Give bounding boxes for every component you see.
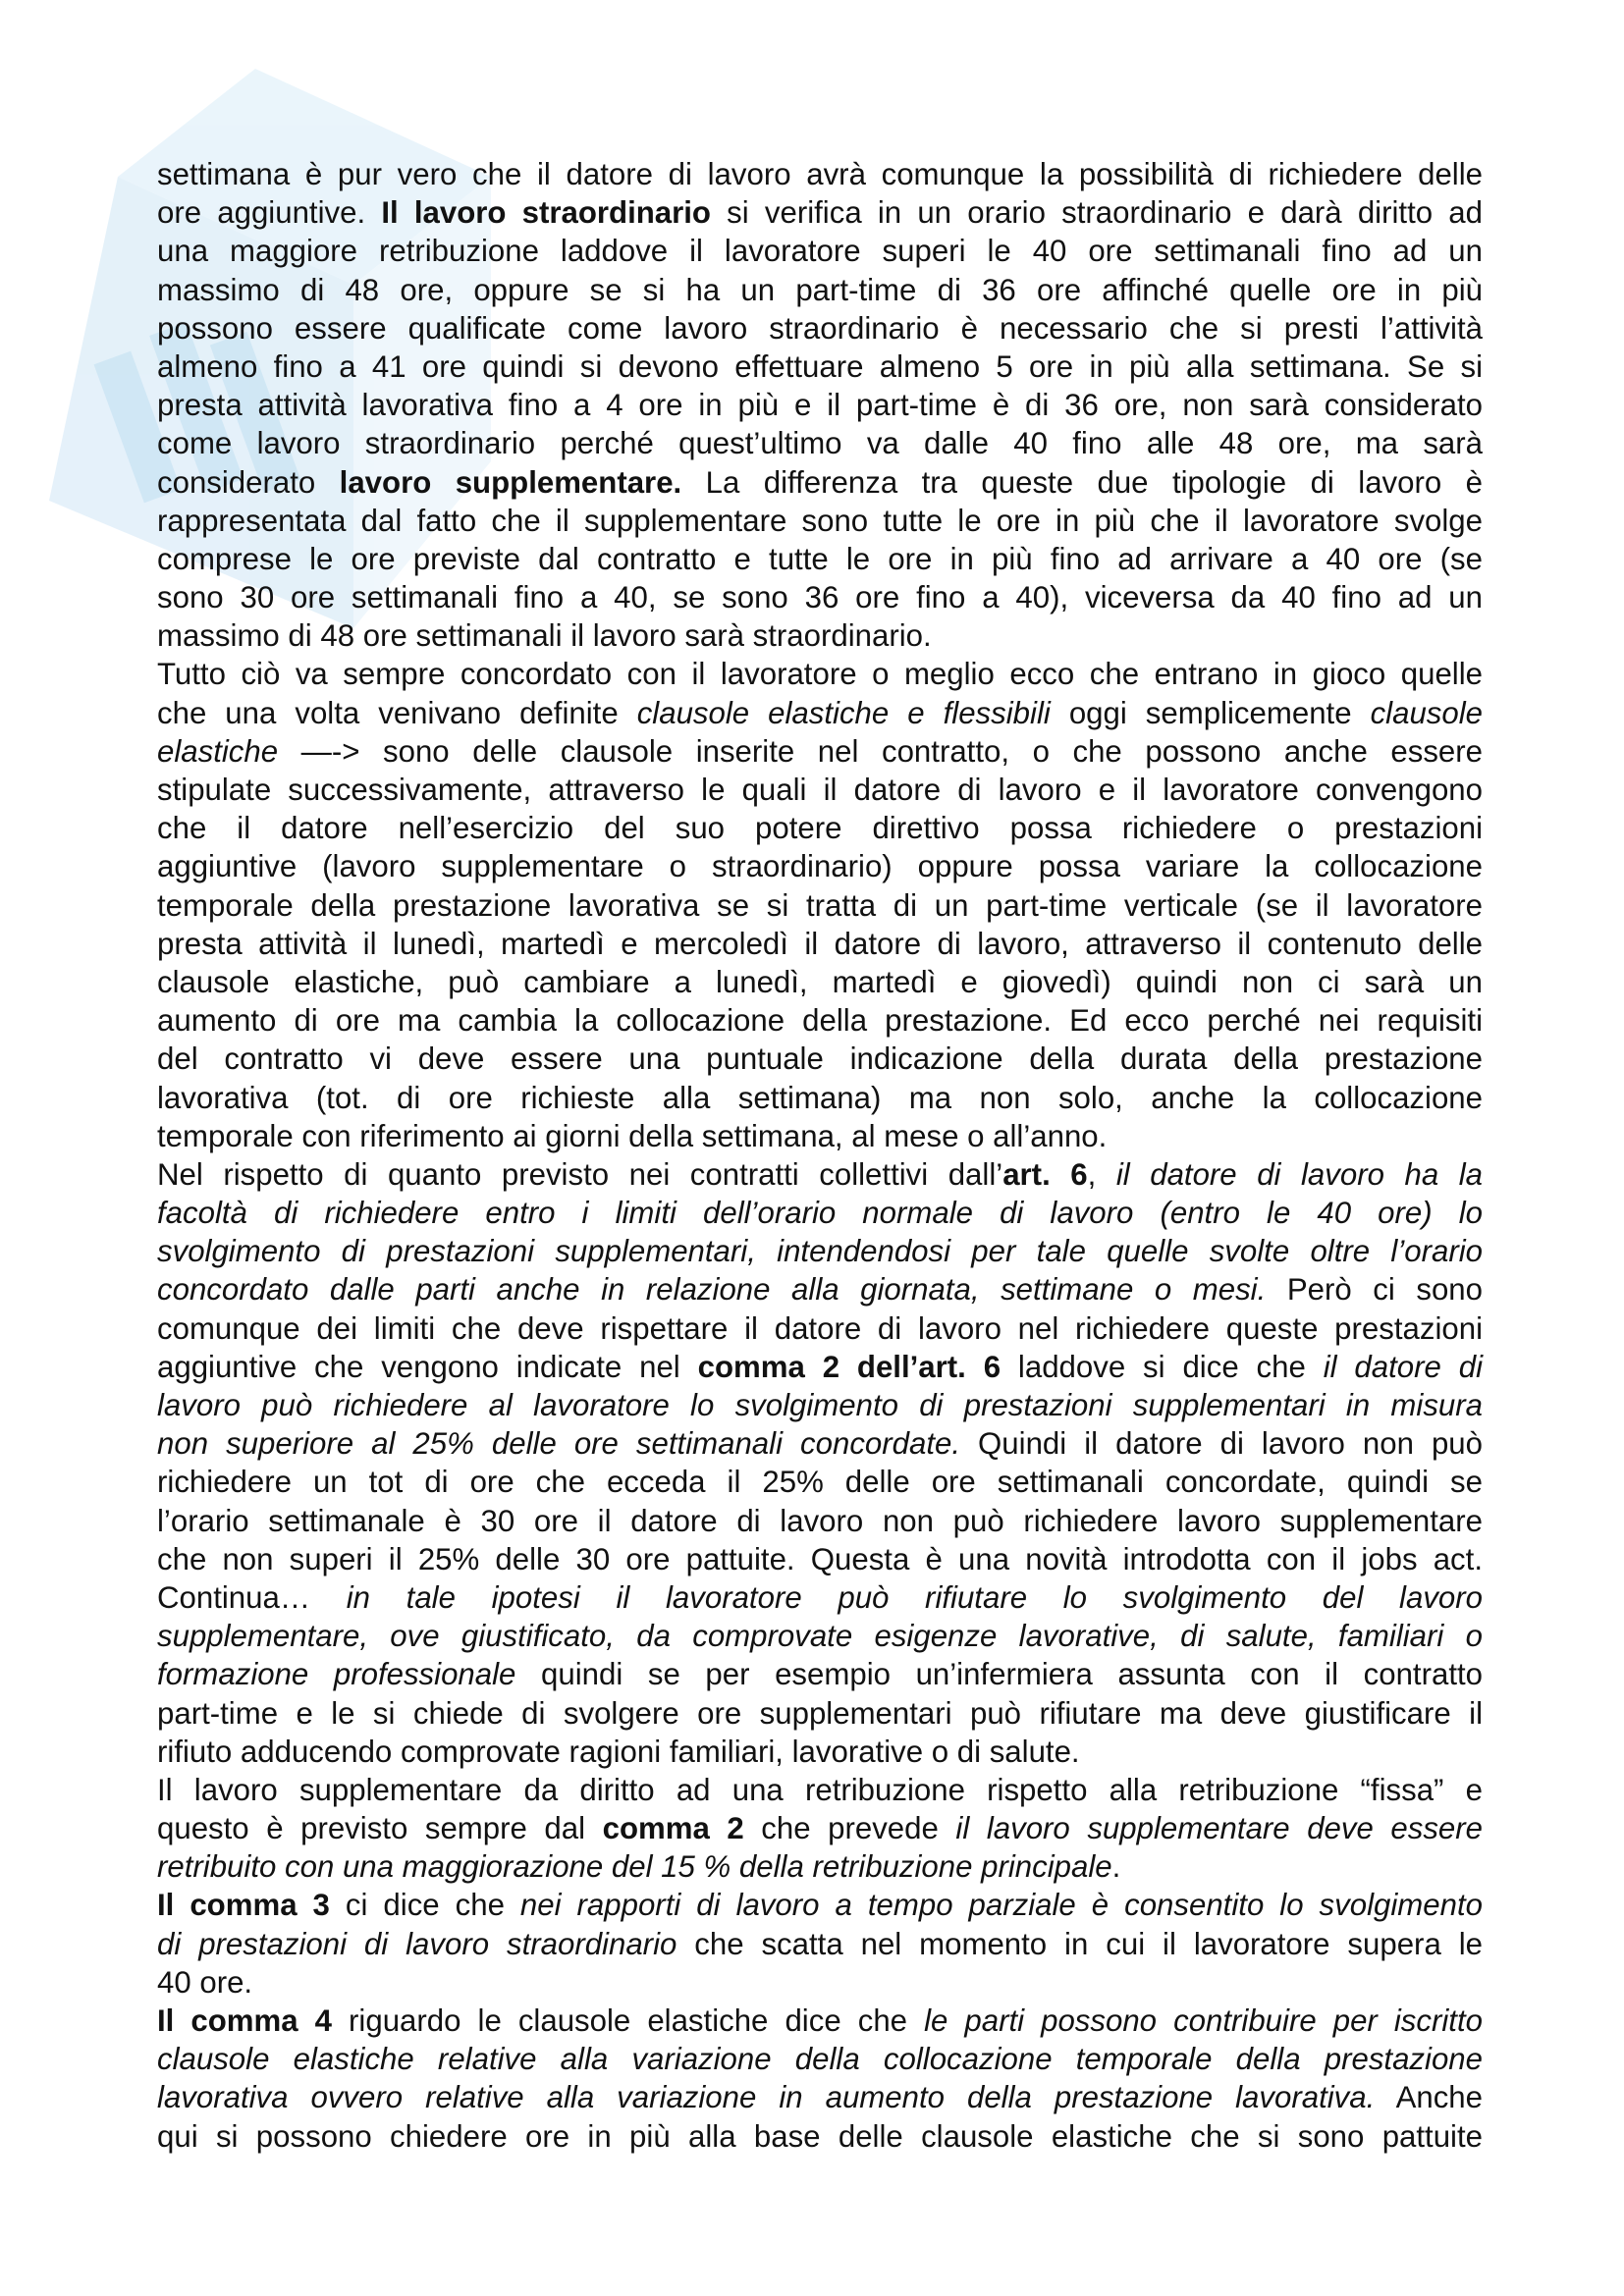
text-line-46: Il comma 3 ci dice che nei rapporti di lavoro a tempo parziale è consentito lo svolgimento: [157, 1888, 1483, 1923]
text-line-2: ore aggiuntive. Il lavoro straordinario si verifica in un orario straordinario e darà diritto ad: [157, 195, 1483, 231]
text-line-16: elastiche —-> sono delle clausole inserite nel contratto, o che possono anche essere: [157, 733, 1483, 769]
text-line-15: che una volta venivano definite clausole elastiche e flessibili oggi semplicemente clausole: [157, 695, 1484, 730]
text-line-36: l’orario settimanale è 30 ore il datore di lavoro non può richiedere lavoro supplementare: [157, 1503, 1483, 1538]
text-line-25: lavorativa (tot. di ore richieste alla settimana) ma non solo, anche la collocazione: [157, 1080, 1483, 1115]
text-line-1: settimana è pur vero che il datore di lavoro avrà comunque la possibilità di richiedere delle: [157, 157, 1483, 191]
document-body: [157, 155, 1483, 2156]
text-line-17: stipulate successivamente, attraverso le quali il datore di lavoro e il lavoratore convengono: [157, 773, 1483, 807]
text-line-3: una maggiore retribuzione laddove il lavoratore superi le 40 ore settimanali fino ad un: [157, 234, 1483, 269]
text-line-9: considerato lavoro supplementare. La differenza tra queste due tipologie di lavoro è: [157, 464, 1483, 500]
text-line-50: clausole elastiche relative alla variazione della collocazione temporale della prestazione: [157, 2042, 1483, 2077]
text-line-11: comprese le ore previste dal contratto e tutte le ore in più fino ad arrivare a 40 ore (se: [157, 541, 1483, 576]
text-line-18: che il datore nell’esercizio del suo potere direttivo possa richiedere o prestazioni: [157, 811, 1483, 846]
text-line-7: presta attività lavorativa fino a 4 ore in più e il part-time è di 36 ore, non sarà considerato: [157, 388, 1483, 423]
text-line-45: retribuito con una maggiorazione del 15 % della retribuzione principale.: [157, 1849, 1121, 1885]
text-line-47: di prestazioni di lavoro straordinario che scatta nel momento in cui il lavoratore supera le: [157, 1926, 1483, 1961]
text-line-8: come lavoro straordinario perché quest’ultimo va dalle 40 fino alle 48 ore, ma sarà: [157, 426, 1483, 461]
text-line-44: questo è previsto sempre dal comma 2 che prevede il lavoro supplementare deve essere: [157, 1811, 1484, 1846]
text-line-19: aggiuntive (lavoro supplementare o straordinario) oppure possa variare la collocazione: [157, 849, 1483, 884]
text-line-43: Il lavoro supplementare da diritto ad una retribuzione rispetto alla retribuzione “fissa” e: [157, 1772, 1483, 1807]
text-line-49: Il comma 4 riguardo le clausole elastiche dice che le parti possono contribuire per iscritto: [157, 2003, 1483, 2038]
text-line-39: supplementare, ove giustificato, da comprovate esigenze lavorative, di salute, familiari o: [157, 1619, 1483, 1654]
text-line-28: facoltà di richiedere entro i limiti dell’orario normale di lavoro (entro le 40 ore) lo: [157, 1196, 1483, 1231]
text-line-40: formazione professionale quindi se per esempio un’infermiera assunta con il contratto: [157, 1657, 1483, 1692]
text-line-35: richiedere un tot di ore che ecceda il 25% delle ore settimanali concordate, quindi se: [157, 1465, 1483, 1500]
text-line-27: Nel rispetto di quanto previsto nei contratti collettivi dall’art. 6, il datore di lavoro ha la: [157, 1156, 1483, 1192]
text-line-42: rifiuto adducendo comprovate ragioni familiari, lavorative o di salute.: [157, 1734, 1080, 1769]
text-line-14: Tutto ciò va sempre concordato con il lavoratore o meglio ecco che entrano in gioco quelle: [157, 657, 1483, 692]
text-line-21: presta attività il lunedì, martedì e mercoledì il datore di lavoro, attraverso il contenuto delle: [157, 926, 1483, 961]
text-line-30: concordato dalle parti anche in relazione alla giornata, settimane o mesi. Però ci sono: [157, 1272, 1483, 1308]
text-line-37: che non superi il 25% delle 30 ore pattuite. Questa è una novità introdotta con il jobs act.: [157, 1541, 1483, 1576]
text-line-6: almeno fino a 41 ore quindi si devono effettuare almeno 5 ore in più alla settimana. Se si: [157, 348, 1483, 384]
text-line-12: sono 30 ore settimanali fino a 40, se sono 36 ore fino a 40), viceversa da 40 fino ad un: [157, 580, 1483, 615]
text-line-38: Continua… in tale ipotesi il lavoratore può rifiutare lo svolgimento del lavoro: [157, 1579, 1483, 1615]
text-line-33: lavoro può richiedere al lavoratore lo svolgimento di prestazioni supplementari in misura: [157, 1388, 1483, 1422]
text-line-20: temporale della prestazione lavorativa se si tratta di un part-time verticale (se il lavoratore: [157, 887, 1483, 923]
text-line-52: qui si possono chiedere ore in più alla base delle clausole elastiche che si sono pattuite: [157, 2118, 1483, 2154]
text-line-48: 40 ore.: [157, 1964, 253, 2000]
text-line-5: possono essere qualificate come lavoro straordinario è necessario che si presti l’attività: [157, 310, 1483, 346]
text-line-4: massimo di 48 ore, oppure se si ha un part-time di 36 ore affinché quelle ore in più: [157, 272, 1483, 307]
text-line-34: non superiore al 25% delle ore settimanali concordate. Quindi il datore di lavoro non può: [157, 1426, 1483, 1462]
text-line-26: temporale con riferimento ai giorni della settimana, al mese o all’anno.: [157, 1118, 1108, 1153]
text-line-22: clausole elastiche, può cambiare a lunedì, martedì e giovedì) quindi non ci sarà un: [157, 964, 1483, 999]
text-line-24: del contratto vi deve essere una puntuale indicazione della durata della prestazione: [157, 1041, 1483, 1077]
text-line-31: comunque dei limiti che deve rispettare il datore di lavoro nel richiedere queste prestazioni: [157, 1310, 1483, 1346]
text-line-32: aggiuntive che vengono indicate nel comma 2 dell’art. 6 laddove si dice che il datore di: [157, 1349, 1484, 1384]
text-line-23: aumento di ore ma cambia la collocazione della prestazione. Ed ecco perché nei requisiti: [157, 1003, 1483, 1039]
text-line-51: lavorativa ovvero relative alla variazione in aumento della prestazione lavorativa. Anche: [157, 2080, 1483, 2115]
text-line-41: part-time e le si chiede di svolgere ore supplementari può rifiutare ma deve giustificare il: [157, 1695, 1483, 1731]
text-line-13: massimo di 48 ore settimanali il lavoro sarà straordinario.: [157, 618, 932, 654]
text-line-29: svolgimento di prestazioni supplementari, intendendosi per tale quelle svolte oltre l’orario: [157, 1234, 1483, 1269]
text-line-10: rappresentata dal fatto che il supplementare sono tutte le ore in più che il lavoratore svolge: [157, 503, 1483, 538]
